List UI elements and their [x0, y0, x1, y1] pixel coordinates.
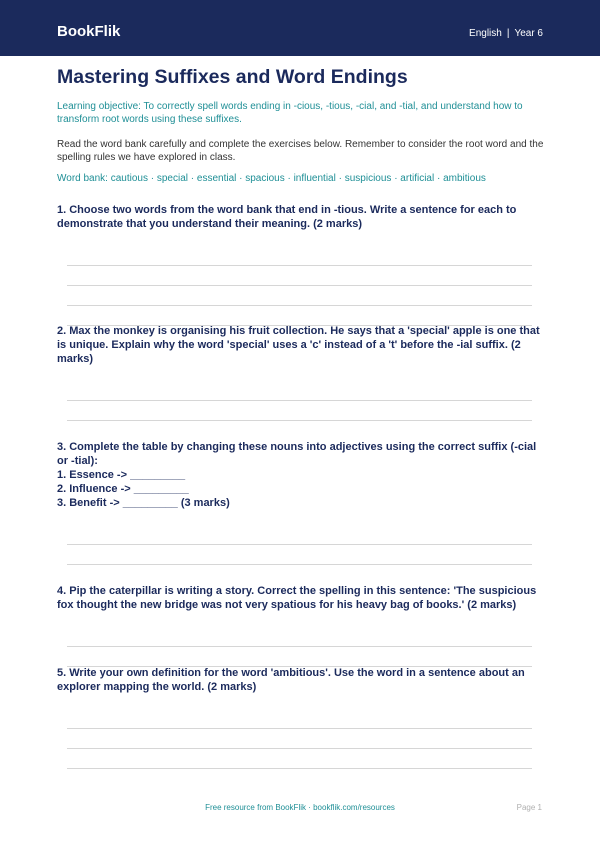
- answer-line[interactable]: [67, 400, 532, 401]
- answer-line[interactable]: [67, 420, 532, 421]
- footer-credit: Free resource from BookFlik · bookflik.com/resources: [205, 803, 395, 812]
- answer-line[interactable]: [67, 646, 532, 647]
- question-2: 2. Max the monkey is organising his fruit collection. He says that a 'special' apple is one that is unique. Explain why the word 'special' uses a 'c' instead of a 't' before the -ial suffix. (2 marks): [57, 325, 540, 365]
- question-1: 1. Choose two words from the word bank that end in -tious. Write a sentence for each to demonstrate that you understand their meaning. (2 marks): [57, 204, 517, 230]
- header-meta: [469, 28, 543, 40]
- answer-line[interactable]: [67, 305, 532, 306]
- subject-label: English: [469, 28, 502, 39]
- learning-objective: Learning objective: To correctly spell words ending in -cious, -tious, -cial, and -tial, and understand how to transform root words using these suffixes.: [57, 101, 523, 125]
- question-3: [57, 440, 547, 510]
- header-bar: [0, 0, 600, 56]
- question-4: 4. Pip the caterpillar is writing a story. Correct the spelling in this sentence: 'The suspicious fox thought the new bridge was not very spatious for his heavy bag of books.' (2 marks): [57, 585, 537, 611]
- question-3-item: 2. Influence -> _________: [57, 483, 189, 495]
- meta-separator: |: [506, 28, 510, 39]
- answer-line[interactable]: [67, 728, 532, 729]
- question-3-item: 1. Essence -> _________: [57, 469, 186, 481]
- question-3-prompt: 3. Complete the table by changing these nouns into adjectives using the correct suffix (-cial or -tial):: [57, 441, 537, 467]
- brand-logo: BookFlik: [57, 23, 121, 40]
- word-bank: Word bank: cautious · special · essential · spacious · influential · suspicious · artificial · ambitious: [57, 173, 486, 184]
- year-label: Year 6: [514, 28, 543, 39]
- answer-line[interactable]: [67, 768, 532, 769]
- question-5: 5. Write your own definition for the word 'ambitious'. Use the word in a sentence about an explorer mapping the world. (2 marks): [57, 667, 525, 693]
- answer-line[interactable]: [67, 564, 532, 565]
- answer-line[interactable]: [67, 265, 532, 266]
- answer-line[interactable]: [67, 285, 532, 286]
- answer-line[interactable]: [67, 748, 532, 749]
- page-title: Mastering Suffixes and Word Endings: [57, 66, 408, 88]
- question-3-item: 3. Benefit -> _________ (3 marks): [57, 497, 230, 509]
- answer-line[interactable]: [67, 544, 532, 545]
- instructions: Read the word bank carefully and complete the exercises below. Remember to consider the root word and the spelling rules we have explored in class.: [57, 139, 544, 163]
- page-number: Page 1: [516, 803, 542, 812]
